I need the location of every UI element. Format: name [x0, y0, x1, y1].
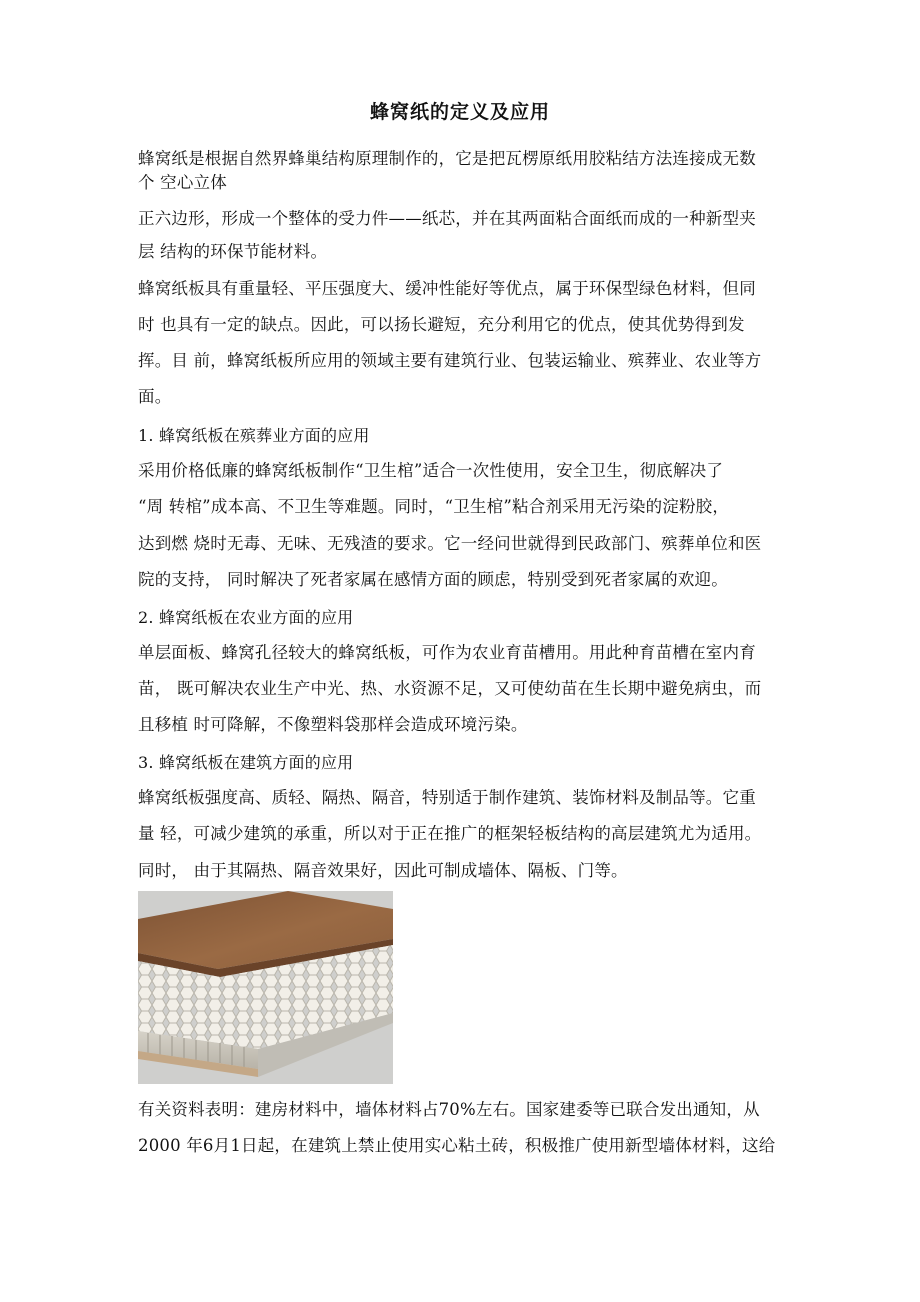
text-line: 蜂窝纸板强度高、质轻、隔热、隔音，特别适于制作建筑、装饰材料及制品等。它重: [138, 788, 756, 807]
text-line: 时 也具有一定的缺点。因此，可以扬长避短，充分利用它的优点，使其优势得到发: [138, 315, 745, 334]
page-title: 蜂窝纸的定义及应用: [369, 101, 550, 123]
section-heading: 2. 蜂窝纸板在农业方面的应用: [138, 608, 354, 627]
text-line: 同时， 由于其隔热、隔音效果好，因此可制成墙体、隔板、门等。: [138, 861, 628, 880]
section-heading: 1. 蜂窝纸板在殡葬业方面的应用: [138, 426, 370, 445]
text-line: 且移植 时可降解，不像塑料袋那样会造成环境污染。: [138, 715, 528, 734]
text-line: 蜂窝纸板具有重量轻、平压强度大、缓冲性能好等优点，属于环保型绿色材料，但同: [138, 279, 756, 298]
text-line: 达到燃 烧时无毒、无味、无残渣的要求。它一经问世就得到民政部门、殡葬单位和医: [138, 534, 762, 553]
text-line: 正六边形，形成一个整体的受力件——纸芯，并在其两面粘合面纸而成的一种新型夹: [138, 209, 756, 228]
text-line: “周 转棺”成本高、不卫生等难题。同时，“卫生棺”粘合剂采用无污染的淀粉胶，: [138, 497, 730, 516]
honeycomb-panel-icon: [138, 891, 393, 1084]
honeycomb-panel-photo: [138, 891, 393, 1084]
text-line: 院的支持， 同时解决了死者家属在感情方面的顾虑，特别受到死者家属的欢迎。: [138, 570, 728, 589]
section-heading: 3. 蜂窝纸板在建筑方面的应用: [138, 753, 354, 772]
text-line: 采用价格低廉的蜂窝纸板制作“卫生棺”适合一次性使用，安全卫生，彻底解决了: [138, 461, 724, 480]
text-line: 单层面板、蜂窝孔径较大的蜂窝纸板，可作为农业育苗槽用。用此种育苗槽在室内育: [138, 643, 756, 662]
text-line: 量 轻，可减少建筑的承重，所以对于正在推广的框架轻板结构的高层建筑尤为适用。: [138, 824, 762, 843]
text-line: 层 结构的环保节能材料。: [138, 242, 328, 261]
text-line: 面。: [138, 387, 172, 406]
text-line: 蜂窝纸是根据自然界蜂巢结构原理制作的，它是把瓦楞原纸用胶粘结方法连接成无数: [138, 149, 756, 168]
text-line: 2000 年6月1日起，在建筑上禁止使用实心粘土砖，积极推广使用新型墙体材料，这给: [138, 1136, 776, 1155]
text-line: 有关资料表明：建房材料中，墙体材料占70%左右。国家建委等已联合发出通知，从: [138, 1100, 760, 1119]
text-line: 个 空心立体: [138, 173, 227, 192]
text-line: 苗， 既可解决农业生产中光、热、水资源不足，又可使幼苗在生长期中避免病虫，而: [138, 679, 762, 698]
text-line: 挥。目 前，蜂窝纸板所应用的领域主要有建筑行业、包装运输业、殡葬业、农业等方: [138, 351, 762, 370]
